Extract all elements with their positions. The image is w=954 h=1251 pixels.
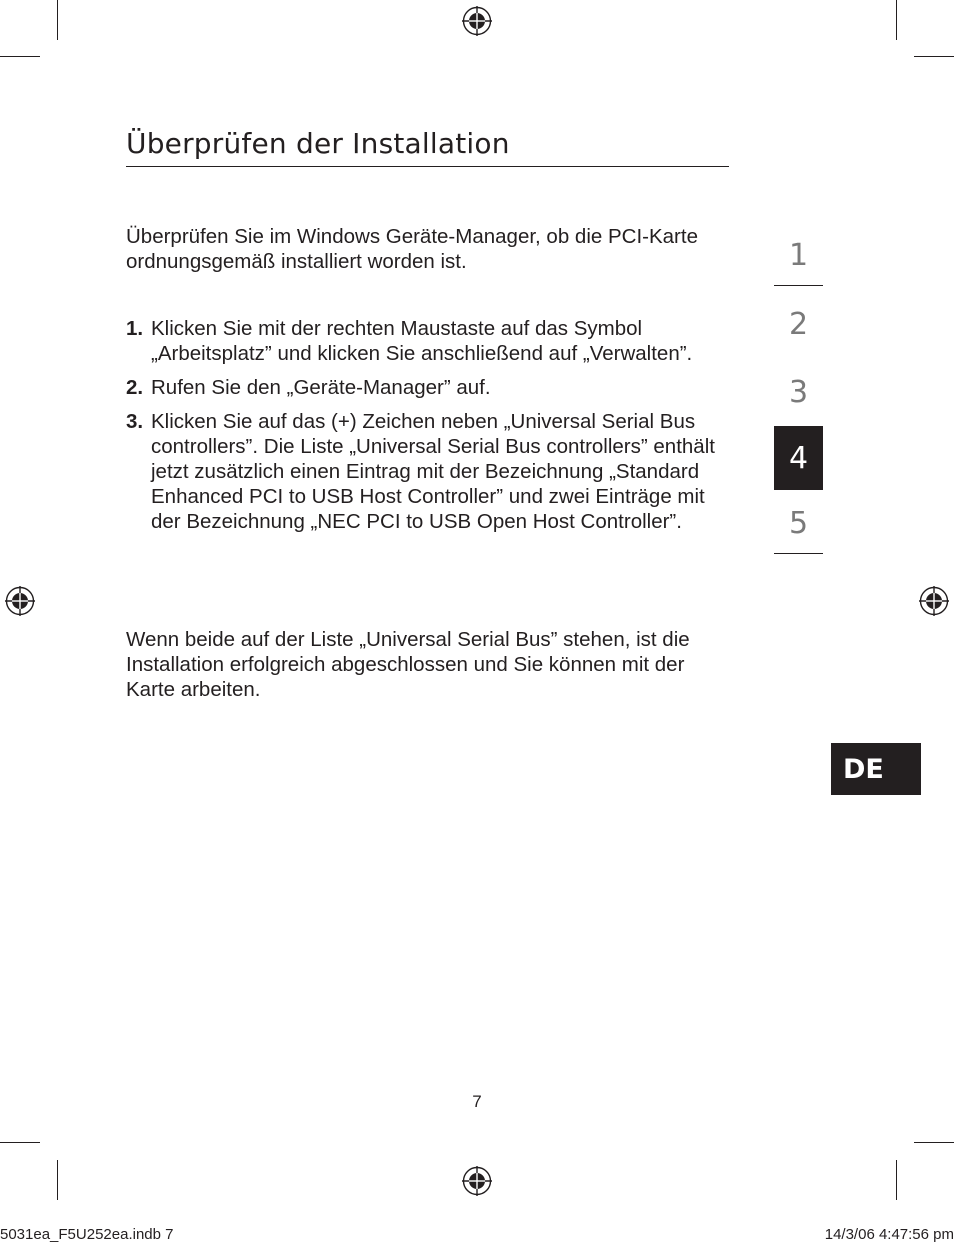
step-item [126, 409, 726, 534]
language-tab[interactable]: DE [831, 743, 921, 795]
step-list [126, 316, 726, 543]
step-item [126, 316, 726, 366]
step-number: 3. [126, 410, 144, 433]
registration-mark-icon [462, 1166, 492, 1196]
chapter-tab-4[interactable]: 4 [774, 426, 823, 490]
crop-mark [57, 0, 58, 40]
crop-mark [0, 1142, 40, 1143]
step-text: Rufen Sie den „Geräte-Manager” auf. [151, 376, 491, 399]
crop-mark [914, 1142, 954, 1143]
page-number: 7 [472, 1092, 482, 1111]
conclusion-paragraph: Wenn beide auf der Liste „Universal Serial Bus” stehen, ist die Installation erfolgreich abgeschlossen und Sie können mit der Karte arbeiten. [126, 628, 690, 701]
chapter-tab-5[interactable]: 5 [774, 494, 823, 554]
crop-mark [914, 56, 954, 57]
page-title: Überprüfen der Installation [126, 127, 510, 160]
registration-mark-icon [462, 6, 492, 36]
step-text: Klicken Sie auf das (+) Zeichen neben „Universal Serial Bus controllers”. Die Liste „Universal Serial Bus controllers” enthält jetzt zusätzlich einen Eintrag mit der Bezeichnung „Standard Enhanced PCI to USB Host Controller” und zwei Einträge mit der Bezeichnung „NEC PCI to USB Open Host Controller”. [151, 410, 715, 533]
chapter-tab-1[interactable]: 1 [774, 226, 823, 286]
step-number: 2. [126, 376, 144, 399]
chapter-tabs [774, 226, 823, 562]
crop-mark [896, 0, 897, 40]
crop-mark [896, 1160, 897, 1200]
chapter-tab-3[interactable]: 3 [788, 374, 809, 410]
crop-mark [0, 56, 40, 57]
print-slug-date: 14/3/06 4:47:56 pm [824, 1226, 954, 1243]
step-number: 1. [126, 317, 144, 340]
title-rule [126, 166, 729, 167]
registration-mark-icon [5, 586, 35, 616]
chapter-tab-2[interactable]: 2 [788, 306, 809, 342]
step-item [126, 375, 726, 400]
step-text: Klicken Sie mit der rechten Maustaste auf das Symbol „Arbeitsplatz” und klicken Sie anschließend auf „Verwalten”. [151, 317, 693, 365]
print-slug-file: 5031ea_F5U252ea.indb 7 [0, 1226, 174, 1243]
crop-mark [57, 1160, 58, 1200]
registration-mark-icon [919, 586, 949, 616]
intro-paragraph: Überprüfen Sie im Windows Geräte-Manager, ob die PCI-Karte ordnungsgemäß installiert worden ist. [126, 225, 698, 273]
